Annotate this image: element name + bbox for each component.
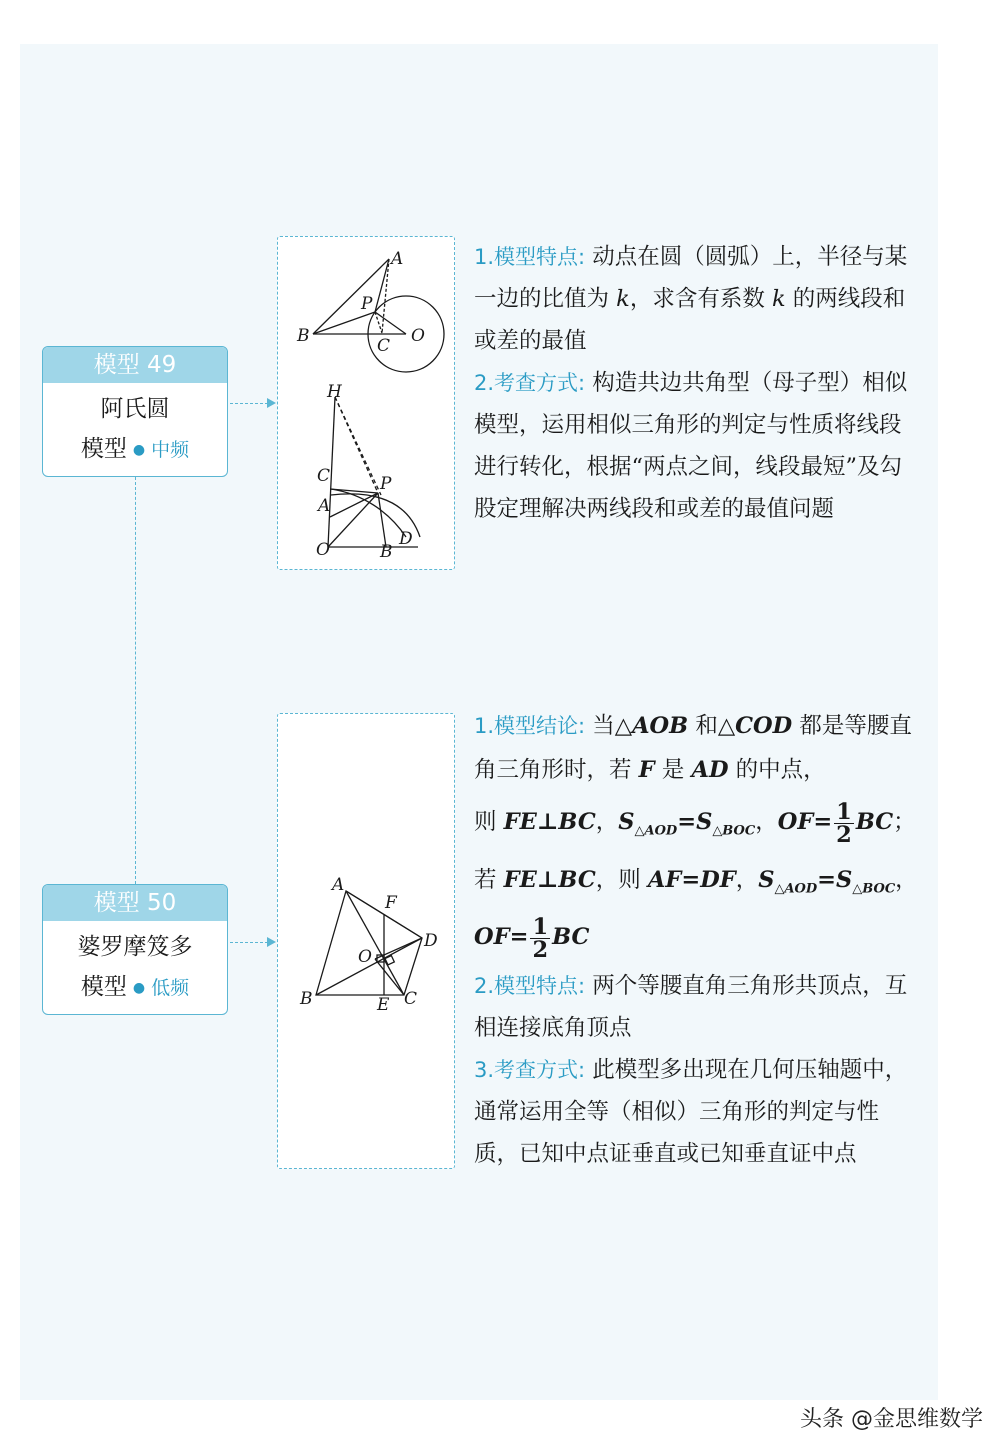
model-50-number: 模型 50 <box>43 885 227 921</box>
model-49-figure-box <box>277 236 455 570</box>
label-o: O <box>411 326 425 346</box>
model-49-method: 2.考查方式: 构造共边共角型（母子型）相似模型，运用相似三角形的判定与性质将线段进行转化，根据“两点之间，线段最短”及勾股定理解决两线段和或差的最值问题 <box>474 370 908 522</box>
var-k: k <box>771 286 786 312</box>
segment-bp <box>313 312 375 334</box>
fraction-half: $\frac{1}{2}$ <box>836 798 852 848</box>
segment-pb <box>378 493 386 547</box>
model-50-figure-box <box>277 713 455 1169</box>
timeline-connector <box>135 462 136 884</box>
segment-ba <box>313 259 389 334</box>
model-50-formula-2: 若 FE⊥BC，则 AF=DF，$S_{\triangle AOD}=S_{\triangle BOC}$， <box>474 866 918 896</box>
model-50-figure <box>278 714 454 1168</box>
label-a: A <box>391 249 404 269</box>
label-d: D <box>424 931 438 951</box>
segment-op <box>328 493 378 547</box>
segment-ap <box>330 493 378 517</box>
label-e: E <box>377 995 390 1015</box>
label-d2: D <box>399 529 413 549</box>
segment-po <box>375 312 406 334</box>
bullet-icon: ● <box>132 442 146 458</box>
quadrilateral-abcd <box>316 891 422 995</box>
model-50-conclusion: 1.模型结论: 当△AOB 和△COD 都是等腰直角三角形时，若 F 是 AD 的中点， <box>474 713 912 783</box>
var-k: k <box>616 286 630 312</box>
model-50-features: 2.模型特点: 两个等腰直角三角形共顶点，互相连接底角顶点 <box>474 972 908 1041</box>
label-c: C <box>377 336 391 356</box>
method-label: 2.考查方式: <box>474 371 586 395</box>
arrow-right-icon <box>267 398 276 408</box>
model-49-number: 模型 49 <box>43 347 227 383</box>
model-50-frequency: 低频 <box>151 977 190 999</box>
model-50-method: 3.考查方式: 此模型多出现在几何压轴题中，通常运用全等（相似）三角形的判定与性质，已知中点证垂直或已知垂直证中点 <box>474 1056 908 1167</box>
model-50-name: 婆罗摩笈多 <box>77 934 193 960</box>
segment-cp <box>330 489 378 493</box>
model-49-figures <box>278 237 454 569</box>
label-o: O <box>358 947 372 967</box>
label-b2: B <box>380 542 393 562</box>
label-h: H <box>327 382 342 402</box>
model-49-suffix: 模型 <box>80 436 127 462</box>
model-50-suffix: 模型 <box>80 974 127 1000</box>
label-b: B <box>297 326 310 346</box>
label-c2: C <box>317 466 331 486</box>
source-watermark: 头条 @金思维数学 <box>800 1407 983 1432</box>
model-49-arrow-line <box>230 403 268 404</box>
arrow-right-icon <box>267 937 276 947</box>
bullet-icon: ● <box>132 980 146 996</box>
label-b: B <box>300 989 313 1009</box>
model-50-formula-1: 则 FE⊥BC，$S_{\triangle AOD}=S_{\triangle BOC}$，OF= $\frac{1}{2}$ BC； <box>474 798 916 848</box>
model-49-description <box>474 236 919 530</box>
model-49-frequency: 中频 <box>151 439 190 461</box>
model-50-arrow-line <box>230 942 268 943</box>
label-a: A <box>332 875 345 895</box>
model-50-description <box>474 704 919 1175</box>
label-a2: A <box>318 496 331 516</box>
fraction-half: $\frac{1}{2}$ <box>532 913 549 963</box>
model-49-name: 阿氏圆 <box>100 396 170 422</box>
model-50-formula-3: OF= $\frac{1}{2}$ BC <box>474 913 590 963</box>
features-label: 1.模型特点: <box>474 245 586 269</box>
label-p2: P <box>380 474 392 494</box>
label-f: F <box>385 893 397 913</box>
label-p: P <box>361 294 373 314</box>
arc-figure <box>328 397 420 547</box>
model-50-card[interactable] <box>42 884 228 1015</box>
segment-hp2 <box>335 397 381 495</box>
model-49-features: 1.模型特点: 动点在圆（圆弧）上，半径与某一边的比值为 k，求含有系数 k 的两线段和或差的最值 <box>474 244 908 354</box>
arc-cd <box>331 489 406 537</box>
model-49-card[interactable] <box>42 346 228 477</box>
segment-od <box>375 938 422 959</box>
label-o2: O <box>316 540 330 560</box>
label-c: C <box>404 989 418 1009</box>
